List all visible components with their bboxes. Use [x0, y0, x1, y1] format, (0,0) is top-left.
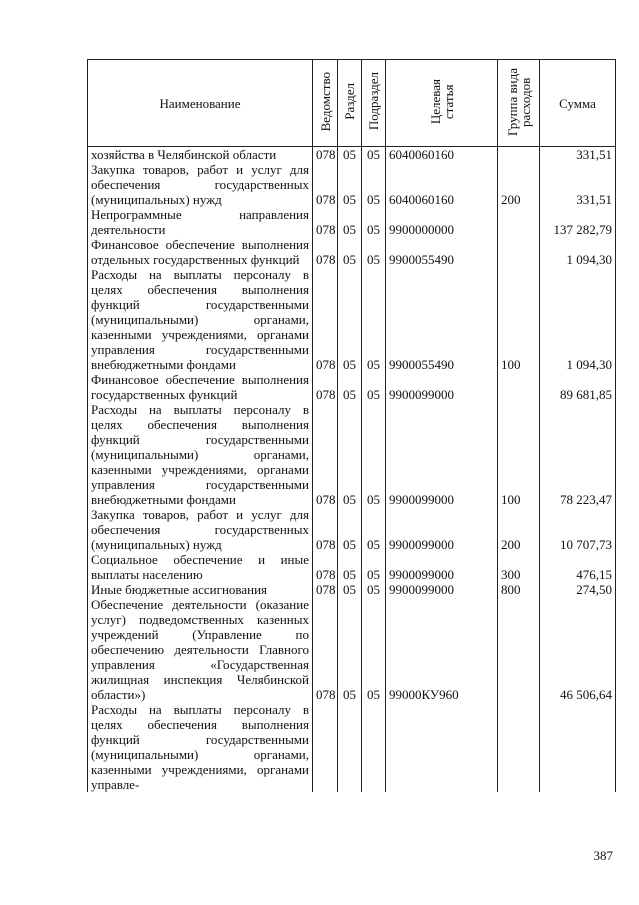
row-razdel: 05: [338, 552, 362, 582]
row-summa: 89 681,85: [540, 372, 616, 402]
row-razdel: [338, 702, 362, 792]
row-gruppa: [498, 237, 540, 267]
row-razdel: 05: [338, 207, 362, 237]
row-gruppa: [498, 597, 540, 702]
row-gruppa: 100: [498, 402, 540, 507]
row-celevaya-statya: 9900055490: [386, 237, 498, 267]
row-summa: 1 094,30: [540, 237, 616, 267]
row-vedomstvo: 078: [313, 597, 338, 702]
row-name: Расходы на выплаты персоналу в целях обеспечения выполнения функций государственными (муниципальными) органами, казенными учреждениями, органами управления государственными внебюджетными фондами: [88, 402, 313, 507]
table-row: [88, 552, 616, 582]
row-razdel: 05: [338, 597, 362, 702]
row-name: хозяйства в Челябинской области: [88, 147, 313, 163]
row-vedomstvo: 078: [313, 552, 338, 582]
row-razdel: 05: [338, 372, 362, 402]
row-name: Обеспечение деятельности (оказание услуг) подведомственных казенных учреждений (Управление по обеспечению деятельности Главного управления «Государственная жилищная инспекция Челябинской области»): [88, 597, 313, 702]
row-name: Непрограммные направления деятельности: [88, 207, 313, 237]
table-row: [88, 507, 616, 552]
row-celevaya-statya: [386, 702, 498, 792]
row-celevaya-statya: 9900099000: [386, 552, 498, 582]
budget-table: [87, 59, 616, 792]
row-summa: 331,51: [540, 147, 616, 163]
row-razdel: 05: [338, 162, 362, 207]
table-row: [88, 267, 616, 372]
row-name: Иные бюджетные ассигнования: [88, 582, 313, 597]
row-vedomstvo: 078: [313, 207, 338, 237]
row-gruppa: 200: [498, 507, 540, 552]
row-summa: [540, 702, 616, 792]
row-summa: 78 223,47: [540, 402, 616, 507]
row-gruppa: 800: [498, 582, 540, 597]
row-celevaya-statya: 9900099000: [386, 582, 498, 597]
header-podrazdel: Подраздел: [362, 60, 386, 147]
row-podrazdel: 05: [362, 207, 386, 237]
page-number: 387: [593, 848, 613, 863]
row-name: Закупка товаров, работ и услуг для обеспечения государственных (муниципальных) нужд: [88, 507, 313, 552]
row-razdel: 05: [338, 237, 362, 267]
row-podrazdel: 05: [362, 552, 386, 582]
row-vedomstvo: 078: [313, 162, 338, 207]
row-vedomstvo: 078: [313, 372, 338, 402]
row-podrazdel: 05: [362, 372, 386, 402]
row-celevaya-statya: 6040060160: [386, 162, 498, 207]
table-row: [88, 237, 616, 267]
row-podrazdel: 05: [362, 582, 386, 597]
table-row: [88, 597, 616, 702]
row-summa: 331,51: [540, 162, 616, 207]
row-gruppa: 300: [498, 552, 540, 582]
row-summa: 137 282,79: [540, 207, 616, 237]
row-podrazdel: [362, 702, 386, 792]
row-podrazdel: 05: [362, 507, 386, 552]
header-celevaya-statya: Целевая статья: [386, 60, 498, 147]
row-celevaya-statya: 9900099000: [386, 372, 498, 402]
row-name: Закупка товаров, работ и услуг для обеспечения государственных (муниципальных) нужд: [88, 162, 313, 207]
row-celevaya-statya: 9900099000: [386, 402, 498, 507]
header-gruppa-vida-rashodov: Группа вида расходов: [498, 60, 540, 147]
row-podrazdel: 05: [362, 162, 386, 207]
row-razdel: 05: [338, 582, 362, 597]
row-razdel: 05: [338, 402, 362, 507]
header-name: Наименование: [88, 60, 313, 147]
table-row: [88, 372, 616, 402]
row-vedomstvo: 078: [313, 267, 338, 372]
row-summa: 1 094,30: [540, 267, 616, 372]
row-gruppa: [498, 372, 540, 402]
row-podrazdel: 05: [362, 147, 386, 163]
row-celevaya-statya: 6040060160: [386, 147, 498, 163]
row-summa: 274,50: [540, 582, 616, 597]
row-summa: 46 506,64: [540, 597, 616, 702]
row-podrazdel: 05: [362, 267, 386, 372]
row-celevaya-statya: 9900000000: [386, 207, 498, 237]
row-razdel: 05: [338, 147, 362, 163]
row-razdel: 05: [338, 507, 362, 552]
row-celevaya-statya: 9900099000: [386, 507, 498, 552]
table-row: [88, 402, 616, 507]
row-name: Социальное обеспечение и иные выплаты населению: [88, 552, 313, 582]
table-row: [88, 147, 616, 163]
row-celevaya-statya: 9900055490: [386, 267, 498, 372]
row-podrazdel: 05: [362, 402, 386, 507]
row-vedomstvo: 078: [313, 147, 338, 163]
row-vedomstvo: 078: [313, 402, 338, 507]
row-name: Расходы на выплаты персоналу в целях обеспечения выполнения функций государственными (муниципальными) органами, казенными учреждениями, органами управле-: [88, 702, 313, 792]
row-podrazdel: 05: [362, 597, 386, 702]
row-celevaya-statya: 99000КУ960: [386, 597, 498, 702]
table-row: [88, 162, 616, 207]
row-vedomstvo: 078: [313, 582, 338, 597]
table-row: [88, 702, 616, 792]
header-razdel: Раздел: [338, 60, 362, 147]
row-name: Расходы на выплаты персоналу в целях обеспечения выполнения функций государственными (муниципальными) органами, казенными учреждениями, органами управления государственными внебюджетными фондами: [88, 267, 313, 372]
table-header-row: [88, 60, 616, 147]
row-vedomstvo: 078: [313, 507, 338, 552]
row-summa: 476,15: [540, 552, 616, 582]
header-summa: Сумма: [540, 60, 616, 147]
row-gruppa: [498, 702, 540, 792]
row-summa: 10 707,73: [540, 507, 616, 552]
row-gruppa: 200: [498, 162, 540, 207]
row-gruppa: [498, 207, 540, 237]
table-row: [88, 582, 616, 597]
row-vedomstvo: 078: [313, 237, 338, 267]
row-name: Финансовое обеспечение выполнения государственных функций: [88, 372, 313, 402]
row-podrazdel: 05: [362, 237, 386, 267]
row-vedomstvo: [313, 702, 338, 792]
row-name: Финансовое обеспечение выполнения отдельных государственных функций: [88, 237, 313, 267]
row-razdel: 05: [338, 267, 362, 372]
row-gruppa: 100: [498, 267, 540, 372]
header-vedomstvo: Ведомство: [313, 60, 338, 147]
row-gruppa: [498, 147, 540, 163]
table-row: [88, 207, 616, 237]
